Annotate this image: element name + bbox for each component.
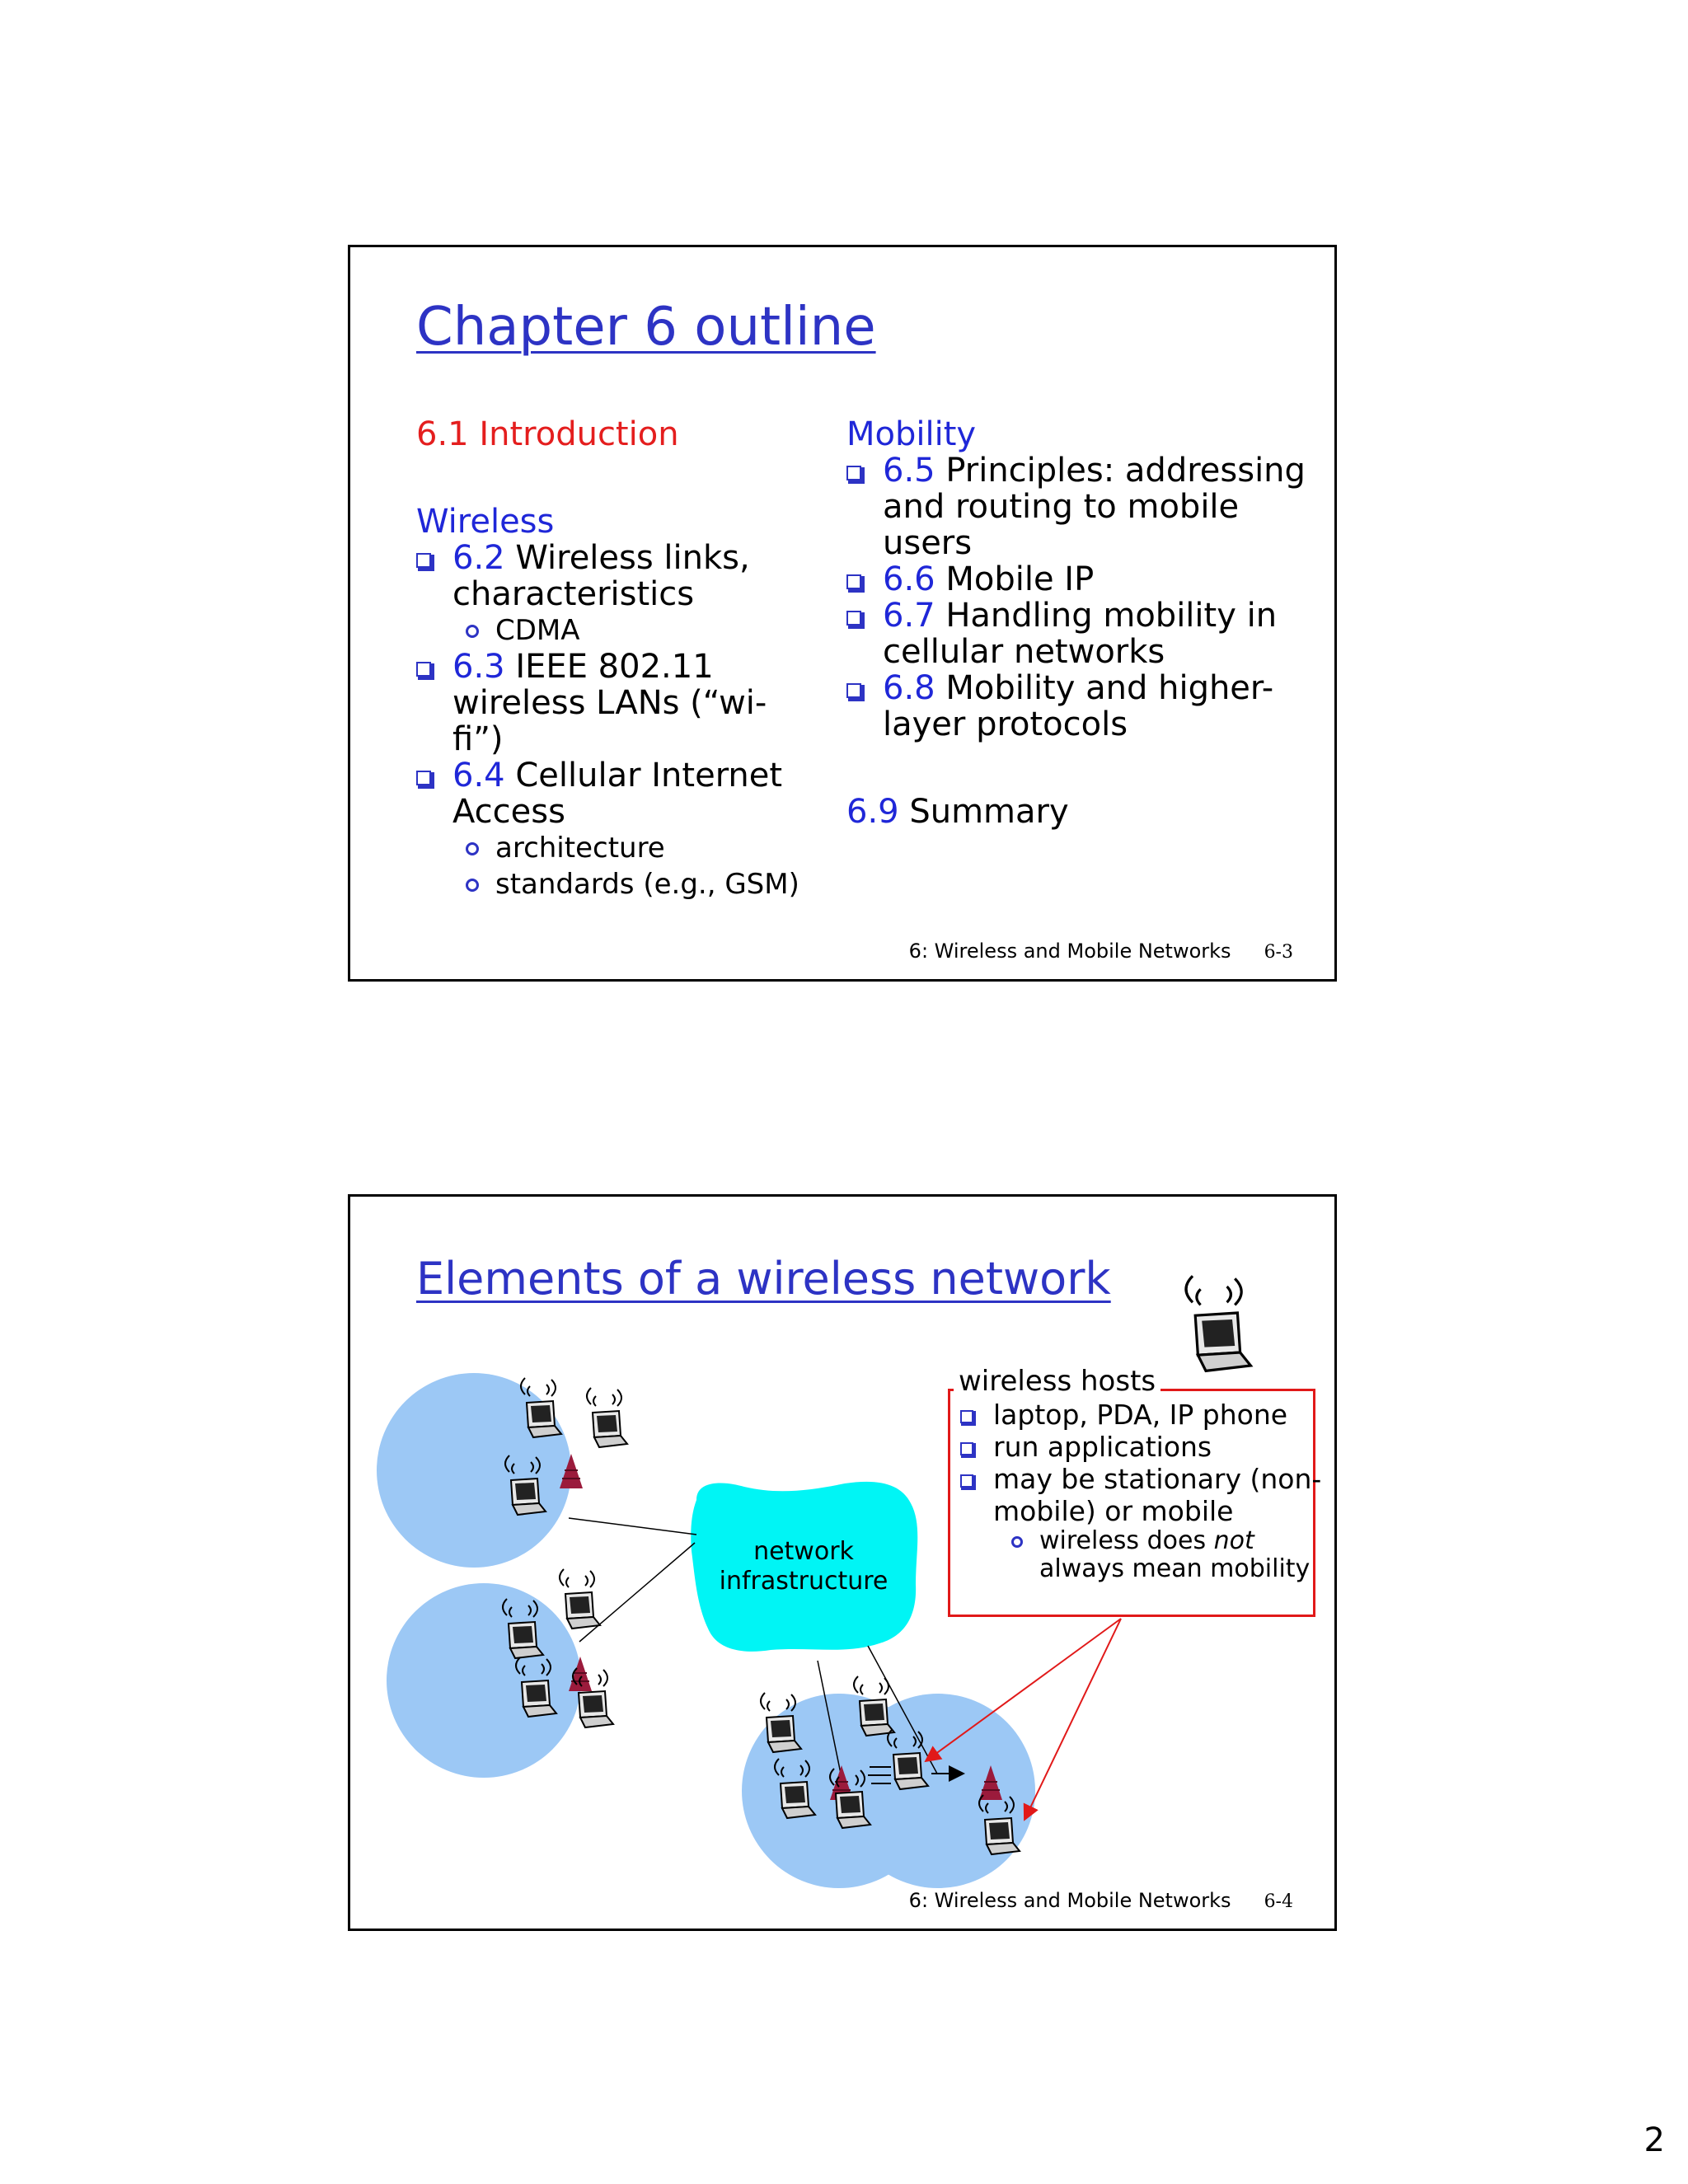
square-bullet-icon [846, 466, 861, 480]
square-bullet-icon [846, 683, 861, 698]
square-bullet-icon [960, 1474, 973, 1488]
network-infrastructure-label: network infrastructure [719, 1537, 889, 1596]
circle-bullet-icon [466, 625, 479, 638]
wireless-hosts-list [960, 1399, 1323, 1583]
outline-left-column [416, 416, 812, 902]
slide-elements-wireless-network [348, 1194, 1337, 1931]
list-item: run applications [960, 1431, 1323, 1463]
intro-heading: 6.1 Introduction [416, 415, 679, 453]
wireless-cell [387, 1583, 581, 1778]
square-bullet-icon [960, 1410, 973, 1423]
square-bullet-icon [416, 662, 431, 677]
list-item: may be stationary (non-mobile) or mobile [960, 1463, 1323, 1527]
page-number: 2 [1643, 2121, 1665, 2159]
square-bullet-icon [960, 1442, 973, 1455]
outline-item [416, 540, 812, 612]
laptop-icon [1186, 1276, 1250, 1371]
item-number: 6.6 [883, 560, 935, 598]
item-number: 6.5 [883, 452, 935, 490]
slide-footer: 6: Wireless and Mobile Networks 6-4 [908, 1889, 1293, 1912]
outline-item [416, 649, 812, 757]
circle-bullet-icon [1011, 1536, 1023, 1548]
item-text: IEEE 802.11 wireless LANs (“wi-fi”) [452, 648, 767, 758]
item-number: 6.4 [452, 757, 505, 794]
item-text: Wireless links, characteristics [452, 539, 750, 613]
summary-item: 6.9 Summary [846, 793, 1069, 831]
item-text: Principles: addressing and routing to mobile users [883, 452, 1306, 562]
outline-item [846, 452, 1308, 561]
item-text: Mobility and higher-layer protocols [883, 669, 1274, 743]
circle-bullet-icon [466, 842, 479, 855]
item-number: 6.8 [883, 669, 935, 707]
mobility-heading: Mobility [846, 415, 977, 453]
item-number: 6.3 [452, 648, 505, 686]
square-bullet-icon [846, 611, 861, 626]
square-bullet-icon [416, 771, 431, 785]
laptop-icon [587, 1388, 627, 1447]
wireless-heading: Wireless [416, 503, 555, 541]
outline-item [846, 670, 1308, 743]
square-bullet-icon [416, 553, 431, 568]
wireless-hosts-title: wireless hosts [954, 1364, 1160, 1399]
item-number: 6.2 [452, 539, 505, 577]
outline-subitem: architecture [416, 830, 812, 866]
item-number: 6.7 [883, 597, 935, 635]
slide-chapter-outline [348, 245, 1337, 982]
outline-item [846, 598, 1308, 670]
outline-subitem: CDMA [416, 612, 812, 649]
outline-subitem: standards (e.g., GSM) [416, 866, 812, 902]
outline-item [846, 561, 1308, 598]
outline-right-column [846, 416, 1308, 830]
slide-footer: 6: Wireless and Mobile Networks 6-3 [908, 940, 1293, 963]
list-subitem: wireless does not always mean mobility [960, 1527, 1323, 1583]
slide-title: Chapter 6 outline [416, 297, 876, 358]
slide-number: 6-4 [1264, 1891, 1293, 1912]
slide-title: Elements of a wireless network [416, 1253, 1111, 1305]
item-text: Handling mobility in cellular networks [883, 597, 1278, 671]
list-item: laptop, PDA, IP phone [960, 1399, 1323, 1431]
square-bullet-icon [846, 574, 861, 589]
circle-bullet-icon [466, 879, 479, 892]
outline-item [416, 757, 812, 830]
item-text: Mobile IP [945, 560, 1095, 598]
item-text: Cellular Internet Access [452, 757, 783, 831]
laptop-icon [560, 1569, 600, 1629]
slide-number: 6-3 [1264, 942, 1293, 963]
